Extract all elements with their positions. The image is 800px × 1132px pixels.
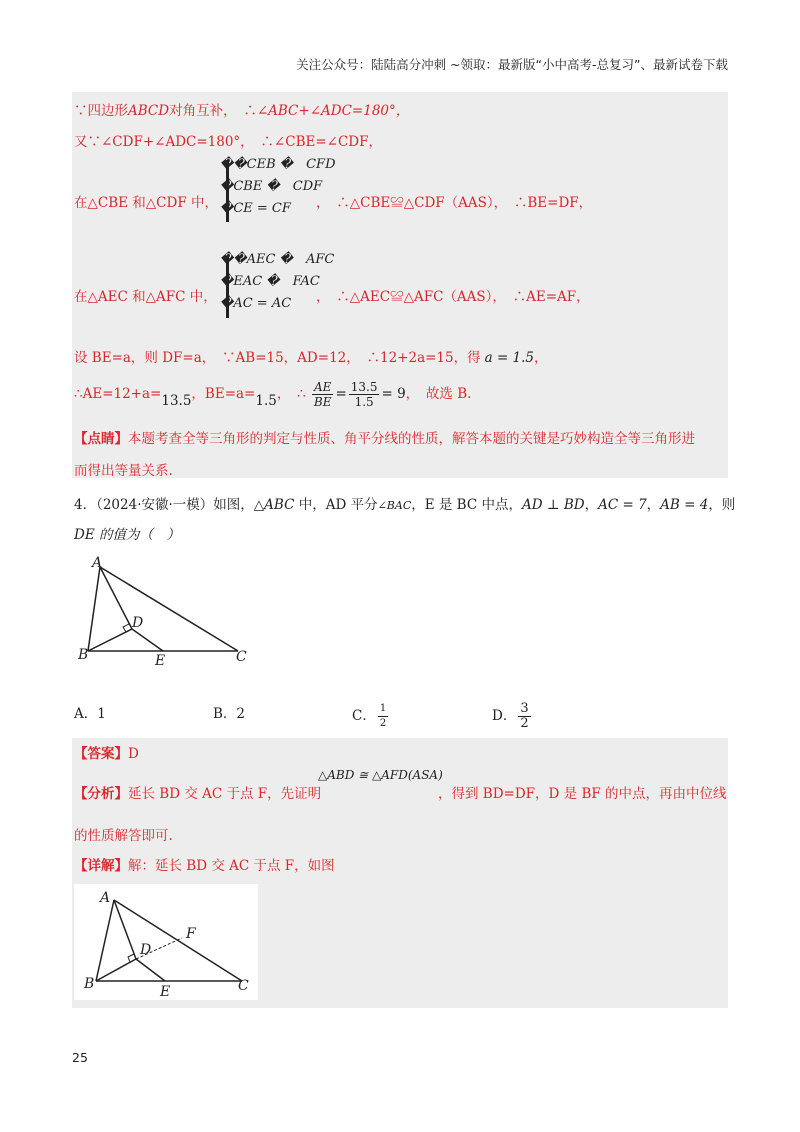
numerator: 3	[520, 701, 529, 716]
equation-system-2	[220, 249, 334, 315]
text: ，BE=a=	[191, 386, 256, 402]
text: ， ∴	[276, 386, 306, 402]
option-a[interactable]: A．1	[74, 706, 106, 722]
detail-line	[74, 854, 335, 874]
numerator: 1	[378, 702, 388, 717]
text: 设 BE=a，则 DF=a， ∵AB=15，AD=12， ∴12+2a=15，得	[74, 350, 481, 366]
label-B: B	[84, 976, 95, 992]
option-c[interactable]	[352, 702, 390, 731]
denominator: 1.5	[354, 395, 374, 409]
dianjing-line-1	[74, 427, 695, 447]
text: ∵四边形	[74, 103, 128, 119]
analysis-formula	[318, 768, 443, 782]
formula: △ABD ≅ △AFD(ASA)	[318, 768, 443, 782]
analysis-line-2: 的性质解答即可.	[74, 828, 173, 844]
system-row: �CBE � CDF	[220, 179, 323, 194]
equals-result: = 9	[381, 386, 406, 402]
formula: ∠BAC	[377, 499, 412, 512]
denominator: BE	[313, 395, 332, 409]
fraction-ae-be	[312, 380, 333, 409]
solution-line-1	[74, 99, 409, 119]
numerator: AE	[314, 380, 332, 394]
tag: 【答案】	[74, 746, 128, 762]
page-header: 关注公众号：陆陆高分冲刺 ~领取：最新版“小中高考-总复习”、最新试卷下载	[296, 57, 728, 72]
text: 解：延长 BD 交 AC 于点 F，如图	[128, 858, 335, 874]
solution-line-2: 又∵∠CDF+∠ADC=180°， ∴∠CBE=∠CDF，	[74, 134, 382, 150]
label-B: B	[78, 647, 89, 663]
triangle-figure-2	[76, 886, 266, 1006]
value: 1.5	[255, 393, 277, 409]
system-row: �CE = CF	[220, 201, 291, 216]
solution-line-3b: ， ∴△CBE≌△CDF（AAS）， ∴BE=DF，	[316, 195, 593, 211]
numerator: 13.5	[350, 380, 378, 394]
answer-line	[74, 742, 139, 762]
text: 中，AD 平分	[294, 497, 378, 513]
text: 对角互补， ∴∠	[169, 103, 269, 119]
solution-line-4b: ， ∴△AEC≌△AFC（AAS）， ∴AE=AF，	[316, 289, 590, 305]
formula: AB = 4	[660, 497, 709, 513]
label-C: C	[236, 649, 247, 665]
text: ABC+∠ADC=180°，	[268, 103, 410, 119]
question-line-1	[74, 493, 735, 513]
dianjing-line-2: 而得出等量关系.	[74, 463, 173, 479]
option-d[interactable]	[492, 702, 533, 731]
value: 13.5	[161, 393, 192, 409]
denominator: 2	[520, 716, 529, 731]
system-row: ��CEB � CFD	[220, 157, 336, 172]
label-E: E	[155, 653, 166, 669]
analysis-line-1	[74, 782, 321, 802]
text: 延长 BD 交 AC 于点 F，先证明	[128, 786, 322, 802]
fraction	[378, 702, 388, 731]
fraction-values	[349, 380, 380, 409]
text: 本题考查全等三角形的判定与性质、角平分线的性质，解答本题的关键是巧妙构造全等三角形进	[128, 431, 695, 447]
option-b[interactable]: B．2	[213, 706, 246, 722]
denominator: 2	[379, 718, 387, 729]
label-F: F	[186, 926, 196, 942]
tag: 【点睛】	[74, 431, 128, 447]
triangle-figure-1	[80, 555, 280, 675]
question-line-2: DE 的值为（ ）	[74, 527, 180, 543]
text: ，	[646, 497, 661, 513]
tag: 【分析】	[74, 786, 128, 802]
text: 4．（2024·安徽·一模）如图，	[74, 497, 254, 513]
analysis-line-1b: ，得到 BD=DF，D 是 BF 的中点，再由中位线	[438, 786, 727, 802]
formula: △ABC	[253, 497, 295, 513]
tag: 【详解】	[74, 858, 128, 874]
formula: AD ⊥ BD	[521, 497, 585, 513]
system-row: �AC = AC	[220, 296, 292, 311]
text: ，则	[708, 497, 736, 513]
option-label: C．	[352, 708, 376, 724]
text: ，E 是 BC 中点，	[411, 497, 522, 513]
label-A: A	[100, 890, 111, 906]
solution-line-4a: 在△AEC 和△AFC 中，	[74, 289, 217, 305]
fraction	[518, 702, 530, 731]
system-row: ��AEC � AFC	[220, 252, 335, 267]
label-C: C	[238, 978, 249, 994]
formula: a = 1.5	[484, 350, 535, 366]
page-number: 25	[72, 1050, 88, 1065]
system-row: �EAC � FAC	[220, 274, 320, 289]
solution-line-6	[74, 380, 471, 409]
text: ，	[584, 497, 599, 513]
text: ，	[534, 350, 548, 366]
text: ∴AE=12+a=	[74, 386, 162, 402]
label-D: D	[140, 942, 152, 958]
text: ， 故选 B.	[405, 386, 472, 402]
equals: =	[335, 386, 347, 402]
answer-value: D	[128, 746, 139, 762]
formula: AC = 7	[598, 497, 647, 513]
solution-line-3a: 在△CBE 和△CDF 中，	[74, 195, 218, 211]
text: ABCD	[128, 103, 170, 119]
option-label: D．	[492, 708, 517, 724]
label-E: E	[160, 984, 171, 1000]
solution-line-5	[74, 346, 548, 366]
label-A: A	[92, 555, 103, 571]
label-D: D	[132, 615, 144, 631]
